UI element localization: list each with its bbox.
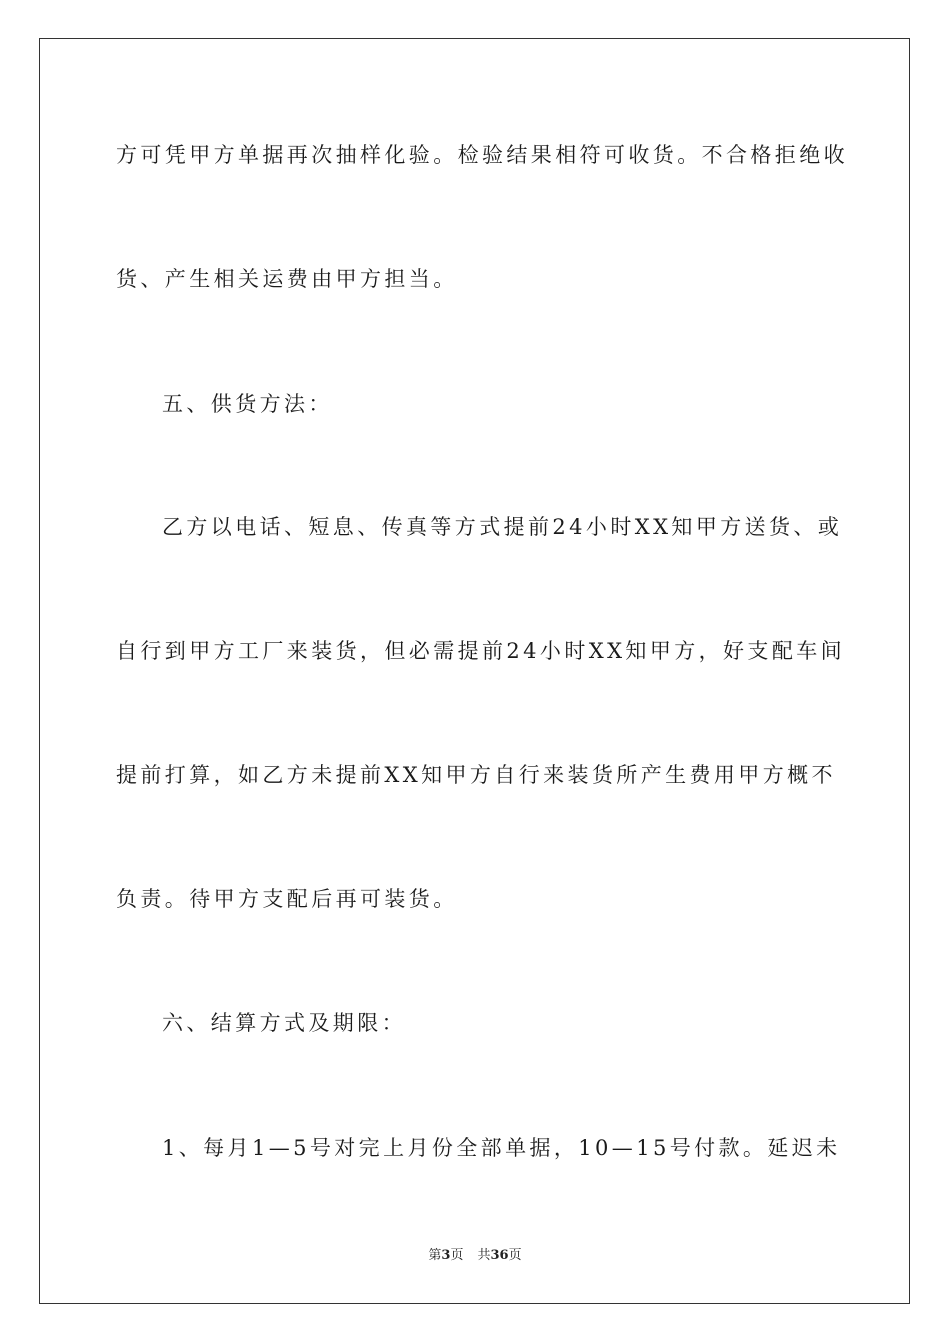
footer-page-number: 3 bbox=[441, 1248, 451, 1263]
body-line-5: 自行到甲方工厂来装货，但必需提前24小时XX知甲方，好支配车间 bbox=[116, 639, 846, 663]
body-line-6: 提前打算，如乙方未提前XX知甲方自行来装货所产生费用甲方概不 bbox=[116, 763, 836, 787]
body-line-9: 1、每月1—5号对完上月份全部单据，10—15号付款。延迟未 bbox=[162, 1136, 841, 1160]
body-line-7: 负责。待甲方支配后再可装货。 bbox=[116, 887, 458, 911]
footer-total-suffix: 页 bbox=[508, 1248, 522, 1263]
body-line-4: 乙方以电话、短息、传真等方式提前24小时XX知甲方送货、或 bbox=[162, 515, 843, 539]
footer-total-pages: 36 bbox=[490, 1248, 509, 1263]
section-heading-5: 五、供货方法： bbox=[162, 392, 333, 416]
section-heading-6: 六、结算方式及期限： bbox=[162, 1011, 406, 1035]
footer-page-suffix: 页 bbox=[450, 1248, 464, 1263]
footer-total-prefix: 共 bbox=[477, 1248, 491, 1263]
page-border bbox=[39, 38, 910, 1304]
page-footer bbox=[0, 1246, 950, 1266]
footer-page-prefix: 第 bbox=[428, 1248, 442, 1263]
body-line-1: 方可凭甲方单据再次抽样化验。检验结果相符可收货。不合格拒绝收 bbox=[116, 143, 848, 167]
body-line-2: 货、产生相关运费由甲方担当。 bbox=[116, 267, 458, 291]
